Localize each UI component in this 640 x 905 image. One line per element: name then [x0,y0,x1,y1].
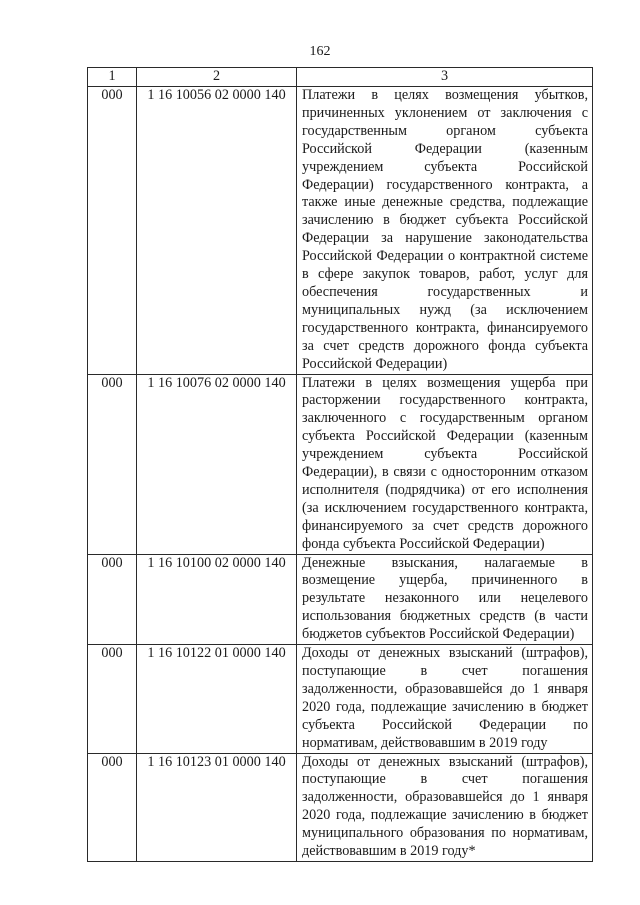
table-row [88,554,593,645]
budget-classification-code: 1 16 10123 01 0000 140 [137,753,297,861]
budget-classification-code: 1 16 10100 02 0000 140 [137,554,297,645]
column-header-2: 2 [137,68,297,87]
column-header-1: 1 [88,68,137,87]
administrator-code: 000 [88,554,137,645]
income-description: Платежи в целях возмещения убытков, причиненных уклонением от заключения с государственным органом субъекта Российской Федерации (казенным учреждением субъекта Российской Федерации) государственного контракта, а также иные денежные средства, подлежащие зачислению в бюджет субъекта Российской Федерации за нарушение законодательства Российской Федерации о контрактной системе в сфере закупок товаров, работ, услуг для обеспечения государственных и муниципальных нужд (за исключением государственного контракта, финансируемого за счет средств дорожного фонда субъекта Российской Федерации) [297,87,593,375]
administrator-code: 000 [88,645,137,753]
income-description: Доходы от денежных взысканий (штрафов), поступающие в счет погашения задолженности, образовавшейся до 1 января 2020 года, подлежащие зачислению в бюджет субъекта Российской Федерации по нормативам, действовавшим в 2019 году [297,645,593,753]
budget-classification-code: 1 16 10076 02 0000 140 [137,374,297,554]
administrator-code: 000 [88,374,137,554]
budget-classification-code: 1 16 10122 01 0000 140 [137,645,297,753]
administrator-code: 000 [88,87,137,375]
table-row [88,374,593,554]
administrator-code: 000 [88,753,137,861]
table-row [88,87,593,375]
page-number: 162 [309,44,331,59]
income-description: Доходы от денежных взысканий (штрафов), поступающие в счет погашения задолженности, образовавшейся до 1 января 2020 года, подлежащие зачислению в бюджет муниципального образования по нормативам, действовавшим в 2019 году* [297,753,593,861]
income-description: Денежные взыскания, налагаемые в возмещение ущерба, причиненного в результате незаконного или нецелевого использования бюджетных средств (в части бюджетов субъектов Российской Федерации) [297,554,593,645]
table-row [88,645,593,753]
budget-classification-code: 1 16 10056 02 0000 140 [137,87,297,375]
income-codes-table [87,67,593,862]
table-header-row [88,68,593,87]
income-description: Платежи в целях возмещения ущерба при расторжении государственного контракта, заключенного с государственным органом субъекта Российской Федерации (казенным учреждением субъекта Российской Федерации), в связи с односторонним отказом исполнителя (подрядчика) от его исполнения (за исключением государственного контракта, финансируемого за счет средств дорожного фонда субъекта Российской Федерации) [297,374,593,554]
column-header-3: 3 [297,68,593,87]
table-row [88,753,593,861]
